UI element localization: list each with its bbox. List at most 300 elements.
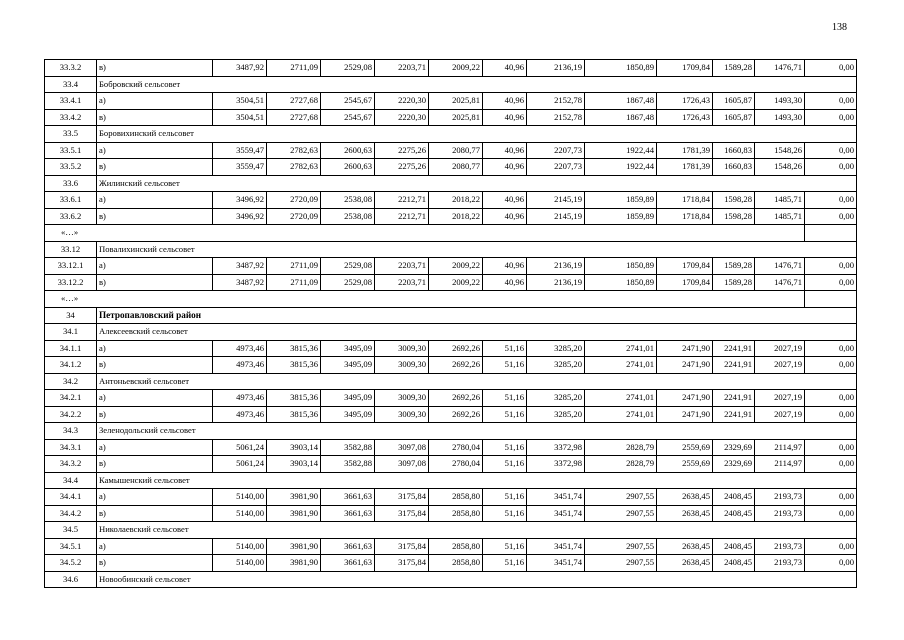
row-code: 34.1.1 bbox=[45, 340, 97, 357]
value-cell: 2538,08 bbox=[321, 192, 375, 209]
value-cell: 2907,55 bbox=[585, 505, 657, 522]
value-cell: 2529,08 bbox=[321, 274, 375, 291]
value-cell: 2782,63 bbox=[267, 159, 321, 176]
value-cell: 2727,68 bbox=[267, 109, 321, 126]
value-cell: 0,00 bbox=[805, 538, 857, 555]
value-cell: 1589,28 bbox=[713, 274, 755, 291]
page-number: 138 bbox=[832, 22, 847, 33]
ellipsis-marker: «…» bbox=[45, 291, 805, 308]
value-cell: 3981,90 bbox=[267, 505, 321, 522]
row-label: а) bbox=[97, 538, 213, 555]
section-header-row bbox=[45, 373, 857, 390]
value-cell: 3285,20 bbox=[527, 390, 585, 407]
value-cell: 2220,30 bbox=[375, 109, 429, 126]
value-cell: 0,00 bbox=[805, 390, 857, 407]
value-cell: 2025,81 bbox=[429, 109, 483, 126]
section-code: 34.5 bbox=[45, 522, 97, 539]
value-cell: 1589,28 bbox=[713, 60, 755, 77]
section-title: Алексеевский сельсовет bbox=[97, 324, 857, 341]
value-cell: 2828,79 bbox=[585, 456, 657, 473]
row-label: а) bbox=[97, 489, 213, 506]
value-cell: 2538,08 bbox=[321, 208, 375, 225]
value-cell: 2193,73 bbox=[755, 555, 805, 572]
value-cell: 2408,45 bbox=[713, 505, 755, 522]
value-cell: 2241,91 bbox=[713, 390, 755, 407]
value-cell: 2018,22 bbox=[429, 208, 483, 225]
section-code: 34.3 bbox=[45, 423, 97, 440]
value-cell: 5140,00 bbox=[213, 538, 267, 555]
value-cell: 2408,45 bbox=[713, 555, 755, 572]
value-cell: 0,00 bbox=[805, 142, 857, 159]
row-label: в) bbox=[97, 208, 213, 225]
section-code: 34.1 bbox=[45, 324, 97, 341]
table-row bbox=[45, 357, 857, 374]
value-cell: 3661,63 bbox=[321, 538, 375, 555]
value-cell: 2009,22 bbox=[429, 274, 483, 291]
value-cell: 0,00 bbox=[805, 93, 857, 110]
value-cell: 3582,88 bbox=[321, 456, 375, 473]
section-code: 33.5 bbox=[45, 126, 97, 143]
row-code: 33.6.1 bbox=[45, 192, 97, 209]
section-header-row bbox=[45, 126, 857, 143]
value-cell: 40,96 bbox=[483, 159, 527, 176]
value-cell: 1589,28 bbox=[713, 258, 755, 275]
value-cell: 3903,14 bbox=[267, 456, 321, 473]
value-cell: 51,16 bbox=[483, 390, 527, 407]
value-cell: 3981,90 bbox=[267, 555, 321, 572]
value-cell: 3372,98 bbox=[527, 456, 585, 473]
row-label: а) bbox=[97, 340, 213, 357]
value-cell: 2559,69 bbox=[657, 456, 713, 473]
value-cell: 40,96 bbox=[483, 109, 527, 126]
value-cell: 3285,20 bbox=[527, 406, 585, 423]
value-cell: 0,00 bbox=[805, 555, 857, 572]
value-cell: 2009,22 bbox=[429, 60, 483, 77]
value-cell: 1548,26 bbox=[755, 159, 805, 176]
value-cell: 5140,00 bbox=[213, 489, 267, 506]
table-row bbox=[45, 505, 857, 522]
value-cell: 3815,36 bbox=[267, 390, 321, 407]
row-label: а) bbox=[97, 142, 213, 159]
table-row bbox=[45, 456, 857, 473]
row-code: 33.3.2 bbox=[45, 60, 97, 77]
value-cell: 0,00 bbox=[805, 406, 857, 423]
row-label: а) bbox=[97, 390, 213, 407]
value-cell: 0,00 bbox=[805, 274, 857, 291]
value-cell: 3504,51 bbox=[213, 93, 267, 110]
value-cell: 2329,69 bbox=[713, 439, 755, 456]
value-cell: 2025,81 bbox=[429, 93, 483, 110]
table-row bbox=[45, 109, 857, 126]
row-code: 34.3.1 bbox=[45, 439, 97, 456]
value-cell: 3451,74 bbox=[527, 505, 585, 522]
row-code: 34.2.2 bbox=[45, 406, 97, 423]
value-cell: 2329,69 bbox=[713, 456, 755, 473]
value-cell: 1781,39 bbox=[657, 142, 713, 159]
value-cell: 51,16 bbox=[483, 439, 527, 456]
table-row bbox=[45, 489, 857, 506]
row-label: в) bbox=[97, 555, 213, 572]
value-cell: 3009,30 bbox=[375, 340, 429, 357]
row-code: 33.5.2 bbox=[45, 159, 97, 176]
value-cell: 3451,74 bbox=[527, 555, 585, 572]
value-cell: 2741,01 bbox=[585, 340, 657, 357]
value-cell: 2638,45 bbox=[657, 489, 713, 506]
section-header-row bbox=[45, 241, 857, 258]
value-cell: 2136,19 bbox=[527, 258, 585, 275]
value-cell: 3496,92 bbox=[213, 192, 267, 209]
section-code: 34 bbox=[45, 307, 97, 324]
section-code: 33.12 bbox=[45, 241, 97, 258]
value-cell: 2145,19 bbox=[527, 192, 585, 209]
row-code: 34.3.2 bbox=[45, 456, 97, 473]
value-cell: 51,16 bbox=[483, 406, 527, 423]
row-code: 34.1.2 bbox=[45, 357, 97, 374]
table-row bbox=[45, 159, 857, 176]
value-cell: 3981,90 bbox=[267, 489, 321, 506]
section-header-row bbox=[45, 571, 857, 588]
value-cell: 1660,83 bbox=[713, 159, 755, 176]
row-code: 34.4.2 bbox=[45, 505, 97, 522]
value-cell: 1709,84 bbox=[657, 60, 713, 77]
value-cell: 2471,90 bbox=[657, 390, 713, 407]
section-title: Антоньевский сельсовет bbox=[97, 373, 857, 390]
value-cell: 3504,51 bbox=[213, 109, 267, 126]
value-cell: 2692,26 bbox=[429, 390, 483, 407]
value-cell: 51,16 bbox=[483, 456, 527, 473]
value-cell: 3559,47 bbox=[213, 159, 267, 176]
value-cell: 2009,22 bbox=[429, 258, 483, 275]
value-cell: 3661,63 bbox=[321, 489, 375, 506]
value-cell: 3661,63 bbox=[321, 505, 375, 522]
value-cell: 40,96 bbox=[483, 93, 527, 110]
value-cell: 1605,87 bbox=[713, 109, 755, 126]
ellipsis-row bbox=[45, 291, 857, 308]
value-cell: 51,16 bbox=[483, 340, 527, 357]
value-cell: 2529,08 bbox=[321, 60, 375, 77]
value-cell: 1548,26 bbox=[755, 142, 805, 159]
table-row bbox=[45, 555, 857, 572]
row-code: 34.2.1 bbox=[45, 390, 97, 407]
table-row bbox=[45, 274, 857, 291]
section-title: Новообинский сельсовет bbox=[97, 571, 857, 588]
section-code: 34.4 bbox=[45, 472, 97, 489]
value-cell: 2727,68 bbox=[267, 93, 321, 110]
value-cell: 51,16 bbox=[483, 505, 527, 522]
section-title: Повалихинский сельсовет bbox=[97, 241, 857, 258]
value-cell: 3097,08 bbox=[375, 456, 429, 473]
value-cell: 2027,19 bbox=[755, 357, 805, 374]
value-cell: 0,00 bbox=[805, 159, 857, 176]
value-cell: 0,00 bbox=[805, 258, 857, 275]
value-cell: 2780,04 bbox=[429, 439, 483, 456]
value-cell: 2193,73 bbox=[755, 538, 805, 555]
section-title: Жилинский сельсовет bbox=[97, 175, 857, 192]
row-label: в) bbox=[97, 159, 213, 176]
row-label: а) bbox=[97, 93, 213, 110]
value-cell: 2638,45 bbox=[657, 505, 713, 522]
value-cell: 2711,09 bbox=[267, 274, 321, 291]
value-cell: 40,96 bbox=[483, 60, 527, 77]
value-cell: 3451,74 bbox=[527, 538, 585, 555]
empty-cell bbox=[805, 291, 857, 308]
value-cell: 3815,36 bbox=[267, 406, 321, 423]
value-cell: 1485,71 bbox=[755, 192, 805, 209]
value-cell: 1476,71 bbox=[755, 258, 805, 275]
value-cell: 1850,89 bbox=[585, 258, 657, 275]
value-cell: 51,16 bbox=[483, 489, 527, 506]
row-label: в) bbox=[97, 406, 213, 423]
value-cell: 2027,19 bbox=[755, 390, 805, 407]
value-cell: 0,00 bbox=[805, 489, 857, 506]
value-cell: 2136,19 bbox=[527, 60, 585, 77]
value-cell: 2600,63 bbox=[321, 159, 375, 176]
value-cell: 1493,30 bbox=[755, 93, 805, 110]
value-cell: 0,00 bbox=[805, 192, 857, 209]
value-cell: 0,00 bbox=[805, 109, 857, 126]
value-cell: 1476,71 bbox=[755, 274, 805, 291]
value-cell: 3487,92 bbox=[213, 60, 267, 77]
value-cell: 2471,90 bbox=[657, 357, 713, 374]
value-cell: 0,00 bbox=[805, 505, 857, 522]
value-cell: 4973,46 bbox=[213, 390, 267, 407]
value-cell: 2220,30 bbox=[375, 93, 429, 110]
value-cell: 3285,20 bbox=[527, 357, 585, 374]
value-cell: 3009,30 bbox=[375, 357, 429, 374]
value-cell: 3175,84 bbox=[375, 505, 429, 522]
value-cell: 2471,90 bbox=[657, 340, 713, 357]
value-cell: 1781,39 bbox=[657, 159, 713, 176]
value-cell: 1922,44 bbox=[585, 159, 657, 176]
value-cell: 2207,73 bbox=[527, 159, 585, 176]
section-title: Николаевский сельсовет bbox=[97, 522, 857, 539]
value-cell: 3903,14 bbox=[267, 439, 321, 456]
value-cell: 2018,22 bbox=[429, 192, 483, 209]
value-cell: 1718,84 bbox=[657, 208, 713, 225]
value-cell: 2638,45 bbox=[657, 538, 713, 555]
value-cell: 2741,01 bbox=[585, 406, 657, 423]
section-code: 33.4 bbox=[45, 76, 97, 93]
value-cell: 2858,80 bbox=[429, 555, 483, 572]
row-label: в) bbox=[97, 109, 213, 126]
value-cell: 2545,67 bbox=[321, 109, 375, 126]
value-cell: 2145,19 bbox=[527, 208, 585, 225]
value-cell: 5061,24 bbox=[213, 439, 267, 456]
value-cell: 2212,71 bbox=[375, 208, 429, 225]
value-cell: 40,96 bbox=[483, 274, 527, 291]
value-cell: 2828,79 bbox=[585, 439, 657, 456]
value-cell: 2741,01 bbox=[585, 357, 657, 374]
value-cell: 0,00 bbox=[805, 439, 857, 456]
value-cell: 1660,83 bbox=[713, 142, 755, 159]
table-row bbox=[45, 142, 857, 159]
value-cell: 4973,46 bbox=[213, 406, 267, 423]
value-cell: 3451,74 bbox=[527, 489, 585, 506]
value-cell: 3009,30 bbox=[375, 406, 429, 423]
value-cell: 3495,09 bbox=[321, 406, 375, 423]
value-cell: 40,96 bbox=[483, 258, 527, 275]
table-row bbox=[45, 390, 857, 407]
section-title: Камышенский сельсовет bbox=[97, 472, 857, 489]
value-cell: 4973,46 bbox=[213, 357, 267, 374]
value-cell: 1485,71 bbox=[755, 208, 805, 225]
value-cell: 2638,45 bbox=[657, 555, 713, 572]
value-cell: 2741,01 bbox=[585, 390, 657, 407]
value-cell: 2080,77 bbox=[429, 159, 483, 176]
section-title: Бобровский сельсовет bbox=[97, 76, 857, 93]
value-cell: 2207,73 bbox=[527, 142, 585, 159]
table-row bbox=[45, 93, 857, 110]
value-cell: 2203,71 bbox=[375, 258, 429, 275]
value-cell: 2782,63 bbox=[267, 142, 321, 159]
section-header-row bbox=[45, 472, 857, 489]
table-row bbox=[45, 208, 857, 225]
value-cell: 40,96 bbox=[483, 192, 527, 209]
value-cell: 1859,89 bbox=[585, 208, 657, 225]
value-cell: 3175,84 bbox=[375, 489, 429, 506]
value-cell: 2241,91 bbox=[713, 357, 755, 374]
value-cell: 40,96 bbox=[483, 142, 527, 159]
value-cell: 2529,08 bbox=[321, 258, 375, 275]
value-cell: 3175,84 bbox=[375, 538, 429, 555]
value-cell: 1726,43 bbox=[657, 93, 713, 110]
value-cell: 2471,90 bbox=[657, 406, 713, 423]
section-header-row bbox=[45, 76, 857, 93]
value-cell: 2907,55 bbox=[585, 555, 657, 572]
value-cell: 1709,84 bbox=[657, 274, 713, 291]
value-cell: 2027,19 bbox=[755, 406, 805, 423]
value-cell: 2711,09 bbox=[267, 60, 321, 77]
value-cell: 1476,71 bbox=[755, 60, 805, 77]
table-row bbox=[45, 60, 857, 77]
value-cell: 2720,09 bbox=[267, 208, 321, 225]
value-cell: 1867,48 bbox=[585, 93, 657, 110]
row-code: 33.6.2 bbox=[45, 208, 97, 225]
value-cell: 1718,84 bbox=[657, 192, 713, 209]
section-header-row bbox=[45, 423, 857, 440]
value-cell: 1605,87 bbox=[713, 93, 755, 110]
value-cell: 3559,47 bbox=[213, 142, 267, 159]
row-code: 33.12.1 bbox=[45, 258, 97, 275]
value-cell: 5061,24 bbox=[213, 456, 267, 473]
row-label: а) bbox=[97, 192, 213, 209]
section-title: Зеленодольский сельсовет bbox=[97, 423, 857, 440]
value-cell: 1598,28 bbox=[713, 208, 755, 225]
value-cell: 2152,78 bbox=[527, 93, 585, 110]
value-cell: 1709,84 bbox=[657, 258, 713, 275]
value-cell: 2203,71 bbox=[375, 60, 429, 77]
value-cell: 2203,71 bbox=[375, 274, 429, 291]
value-cell: 3496,92 bbox=[213, 208, 267, 225]
value-cell: 2720,09 bbox=[267, 192, 321, 209]
value-cell: 2275,26 bbox=[375, 142, 429, 159]
value-cell: 1859,89 bbox=[585, 192, 657, 209]
value-cell: 0,00 bbox=[805, 208, 857, 225]
value-cell: 1598,28 bbox=[713, 192, 755, 209]
value-cell: 3495,09 bbox=[321, 357, 375, 374]
value-cell: 5140,00 bbox=[213, 555, 267, 572]
value-cell: 2559,69 bbox=[657, 439, 713, 456]
row-label: в) bbox=[97, 505, 213, 522]
row-code: 34.4.1 bbox=[45, 489, 97, 506]
section-header-row bbox=[45, 175, 857, 192]
value-cell: 2114,97 bbox=[755, 439, 805, 456]
value-cell: 2193,73 bbox=[755, 489, 805, 506]
value-cell: 3815,36 bbox=[267, 340, 321, 357]
value-cell: 2780,04 bbox=[429, 456, 483, 473]
value-cell: 3372,98 bbox=[527, 439, 585, 456]
table-row bbox=[45, 406, 857, 423]
value-cell: 2114,97 bbox=[755, 456, 805, 473]
value-cell: 3097,08 bbox=[375, 439, 429, 456]
value-cell: 2408,45 bbox=[713, 489, 755, 506]
value-cell: 0,00 bbox=[805, 60, 857, 77]
tariff-table bbox=[44, 59, 857, 588]
value-cell: 2858,80 bbox=[429, 505, 483, 522]
value-cell: 2907,55 bbox=[585, 538, 657, 555]
value-cell: 3495,09 bbox=[321, 340, 375, 357]
value-cell: 2241,91 bbox=[713, 340, 755, 357]
row-code: 33.12.2 bbox=[45, 274, 97, 291]
value-cell: 5140,00 bbox=[213, 505, 267, 522]
value-cell: 3981,90 bbox=[267, 538, 321, 555]
value-cell: 2692,26 bbox=[429, 406, 483, 423]
value-cell: 2152,78 bbox=[527, 109, 585, 126]
value-cell: 2275,26 bbox=[375, 159, 429, 176]
value-cell: 1493,30 bbox=[755, 109, 805, 126]
row-code: 34.5.2 bbox=[45, 555, 97, 572]
table-row bbox=[45, 340, 857, 357]
table-row bbox=[45, 439, 857, 456]
value-cell: 0,00 bbox=[805, 340, 857, 357]
row-label: а) bbox=[97, 258, 213, 275]
table-body bbox=[45, 60, 857, 588]
value-cell: 2692,26 bbox=[429, 357, 483, 374]
value-cell: 3285,20 bbox=[527, 340, 585, 357]
value-cell: 2858,80 bbox=[429, 538, 483, 555]
value-cell: 1867,48 bbox=[585, 109, 657, 126]
value-cell: 0,00 bbox=[805, 357, 857, 374]
value-cell: 2027,19 bbox=[755, 340, 805, 357]
section-code: 34.6 bbox=[45, 571, 97, 588]
row-label: в) bbox=[97, 357, 213, 374]
value-cell: 2136,19 bbox=[527, 274, 585, 291]
value-cell: 2408,45 bbox=[713, 538, 755, 555]
value-cell: 4973,46 bbox=[213, 340, 267, 357]
value-cell: 40,96 bbox=[483, 208, 527, 225]
value-cell: 3495,09 bbox=[321, 390, 375, 407]
value-cell: 3487,92 bbox=[213, 258, 267, 275]
ellipsis-row bbox=[45, 225, 857, 242]
ellipsis-marker: «…» bbox=[45, 225, 805, 242]
value-cell: 2600,63 bbox=[321, 142, 375, 159]
table-row bbox=[45, 258, 857, 275]
value-cell: 51,16 bbox=[483, 555, 527, 572]
value-cell: 1922,44 bbox=[585, 142, 657, 159]
row-label: а) bbox=[97, 439, 213, 456]
section-header-row bbox=[45, 522, 857, 539]
value-cell: 0,00 bbox=[805, 456, 857, 473]
value-cell: 3582,88 bbox=[321, 439, 375, 456]
value-cell: 51,16 bbox=[483, 538, 527, 555]
section-header-row bbox=[45, 324, 857, 341]
empty-cell bbox=[805, 225, 857, 242]
row-code: 34.5.1 bbox=[45, 538, 97, 555]
value-cell: 3175,84 bbox=[375, 555, 429, 572]
value-cell: 51,16 bbox=[483, 357, 527, 374]
table-row bbox=[45, 538, 857, 555]
value-cell: 2545,67 bbox=[321, 93, 375, 110]
